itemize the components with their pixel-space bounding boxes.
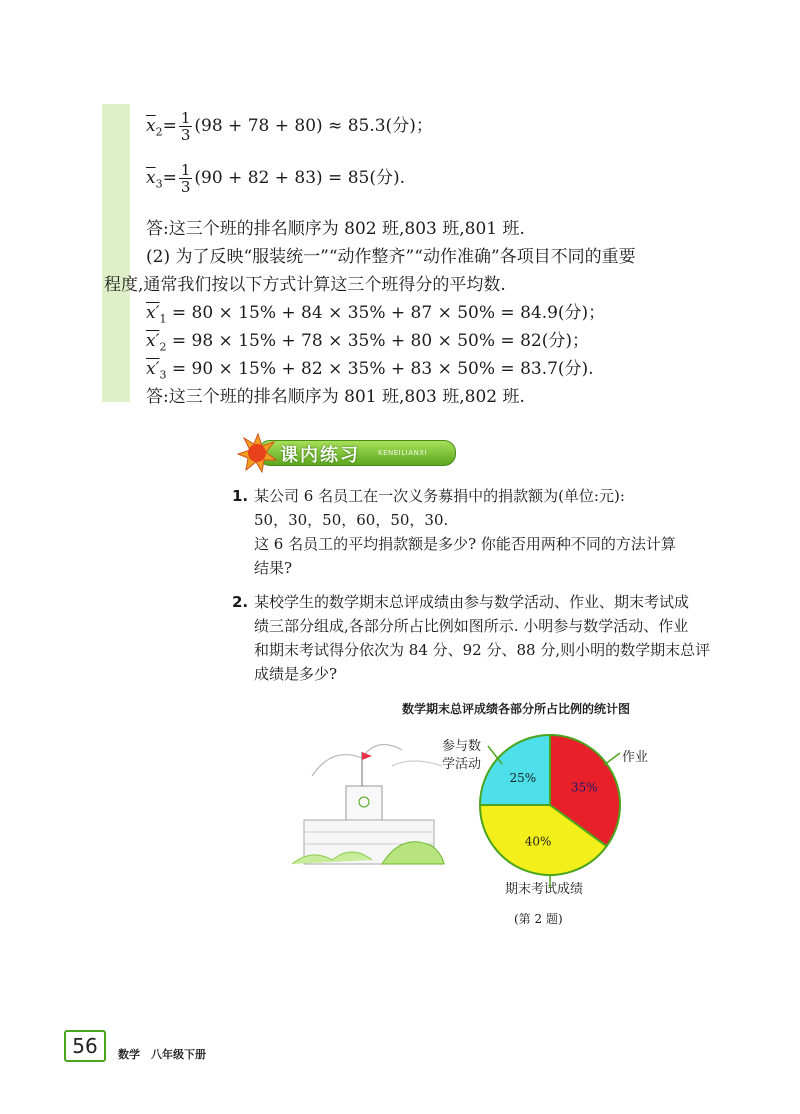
- weighted-mean-2: $x'_2 = 98 \times 15\% + 78 \times 35\% + 80 \times 50\% = 82$(分)；: [146, 331, 589, 354]
- leader-line: [604, 753, 620, 765]
- question-1: 1. 某公司 6 名员工在一次义务募捐中的捐款额为(单位:元): 50，30，50，60，50，30. 这 6 名员工的平均捐款额是多少? 你能否用两种不同的方法计算 结果?: [232, 487, 676, 577]
- banner-title: 课内练习: [280, 445, 360, 466]
- mean-symbol: $\overline{x}$: [146, 168, 156, 188]
- pie-value-label: 35%: [570, 780, 598, 795]
- answer-2: 答:这三个班的排名顺序为 801 班,803 班,802 班.: [146, 387, 525, 407]
- flag-icon: [362, 752, 372, 760]
- weighted-mean-1: $x'_1 = 80 \times 15\% + 84 \times 35\% + 87 \times 50\% = 84.9$(分)；: [146, 303, 606, 326]
- chart-label-homework: 作业: [622, 750, 649, 765]
- answer-1: 答:这三个班的排名顺序为 802 班,803 班,801 班.: [146, 219, 525, 239]
- school-illustration: [292, 736, 452, 886]
- mean-x2-line: $\overline{x}_2=$ $\frac{1}{3}$ (98 + 78 + 80) ≈ 85.3(分)；: [146, 109, 433, 144]
- part-2-intro-cont: 程度,通常我们按以下方式计算这三个班得分的平均数.: [104, 275, 506, 295]
- book-title: 数学 八年级下册: [118, 1048, 206, 1061]
- pie-value-label: 40%: [524, 834, 552, 849]
- margin-highlight: [102, 104, 130, 402]
- fraction: $\frac{1}{3}$: [180, 161, 191, 196]
- exercise-banner: [236, 432, 456, 474]
- figure-caption: (第 2 题): [514, 912, 563, 926]
- chart-label-final-exam: 期末考试成绩: [505, 882, 584, 897]
- pie-value-label: 25%: [509, 770, 537, 785]
- chart-label-activities: 参与数 学活动: [442, 739, 482, 772]
- chart-title: 数学期末总评成绩各部分所占比例的统计图: [402, 702, 631, 716]
- mean-x3-line: $\overline{x}_3=$ $\frac{1}{3}$ (90 + 82 + 83) = 85(分).: [146, 161, 406, 196]
- part-2-intro: (2) 为了反映“服装统一”“动作整齐”“动作准确”各项目不同的重要: [146, 247, 636, 267]
- question-2: 2. 某校学生的数学期末总评成绩由参与数学活动、作业、期末考试成 绩三部分组成,各部分所占比例如图所示. 小明参与数学活动、作业 和期末考试得分依次为 84 分、92 分、88 分,则小明的数学期末总评 成绩是多少?: [232, 593, 711, 683]
- weighted-mean-3: $x'_3 = 90 \times 15\% + 82 \times 35\% + 83 \times 50\% = 83.7$(分).: [146, 359, 594, 382]
- sun-icon: [236, 432, 280, 474]
- page-number: 56: [64, 1030, 106, 1062]
- mean-symbol: $\overline{x}$: [146, 116, 156, 136]
- banner-subtitle: KENEILIANXI: [378, 449, 428, 457]
- fraction: $\frac{1}{3}$: [180, 109, 191, 144]
